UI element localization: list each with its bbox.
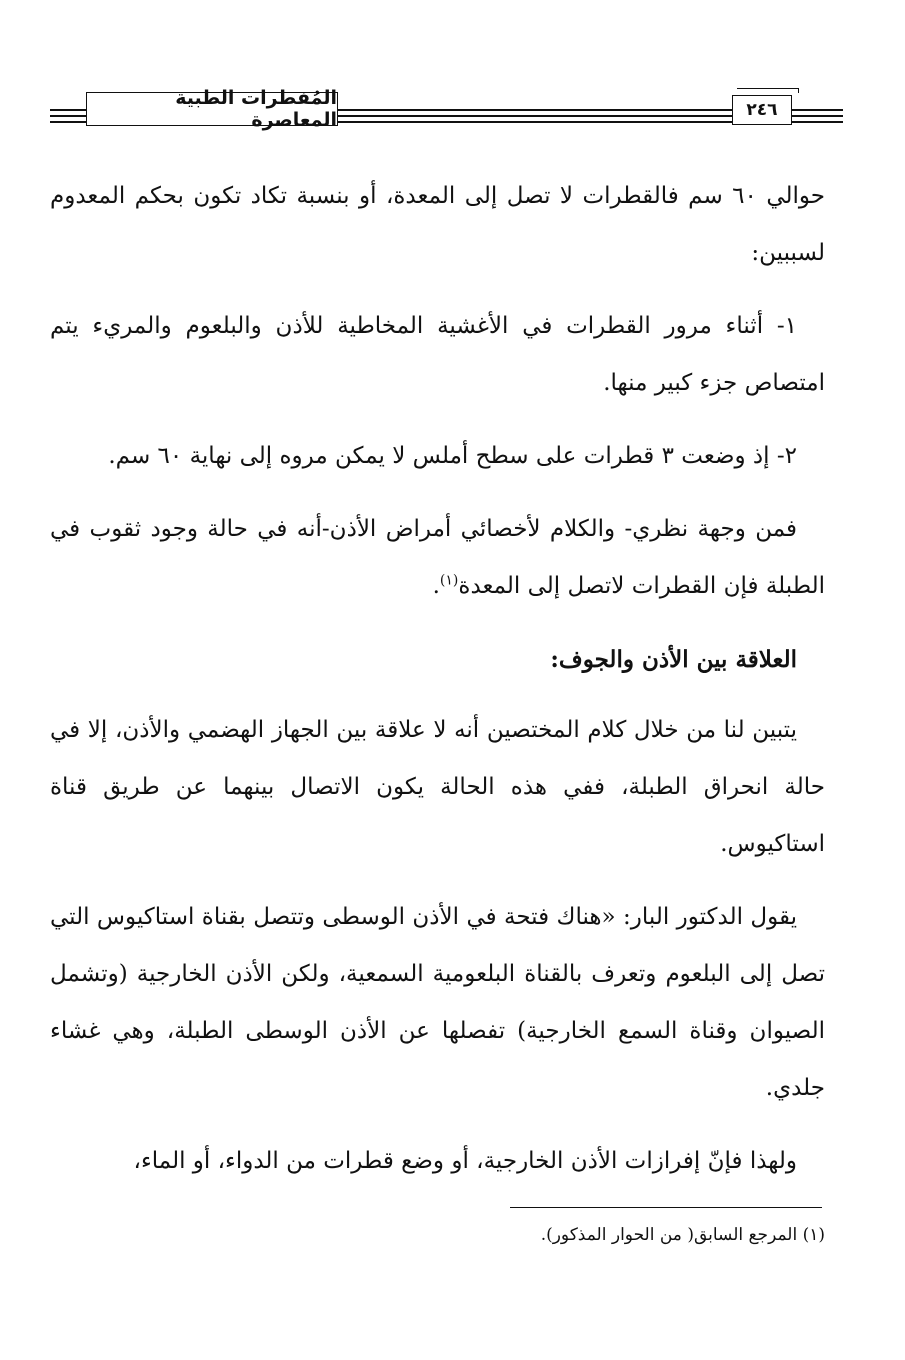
section-heading: العلاقة بين الأذن والجوف: xyxy=(550,646,797,673)
paragraph-2-end: . xyxy=(432,573,440,599)
paragraph-5: ولهذا فإنّ إفرازات الأذن الخارجية، أو وضع قطرات من الدواء، أو الماء، xyxy=(133,1148,797,1174)
list-item-1: ١- أثناء مرور القطرات في الأغشية المخاطية للأذن والبلعوم والمريء يتم امتصاص جزء كبير منها. xyxy=(50,313,825,396)
paragraph-1: حوالي ٦٠ سم فالقطرات لا تصل إلى المعدة، أو بنسبة تكاد تكون بحكم المعدوم لسببين: xyxy=(50,183,825,266)
page-number: ٢٤٦ xyxy=(732,95,792,125)
footnote-reference[interactable]: (١) xyxy=(439,572,459,589)
paragraph-4: يقول الدكتور البار: «هناك فتحة في الأذن الوسطى وتتصل بقناة استاكيوس التي تصل إلى البلعوم وتعرف بالقناة البلعومية السمعية، ولكن الأذن الخارجية (وتشمل الصيوان وقناة السمع الخارجية) تفصلها عن الأذن الوسطى الطبلة، وهي غشاء جلدي. xyxy=(50,904,825,1101)
running-title: المُفطرات الطبية المعاصرة xyxy=(86,92,338,126)
paragraph-2-text: فمن وجهة نظري- والكلام لأخصائي أمراض الأذن-أنه في حالة وجود ثقوب في الطبلة فإن القطرات لاتصل إلى المعدة xyxy=(50,516,825,599)
page-body xyxy=(50,168,825,1206)
list-item-2: ٢- إذ وضعت ٣ قطرات على سطح أملس لا يمكن مروه إلى نهاية ٦٠ سم. xyxy=(108,443,797,469)
paragraph-3: يتبين لنا من خلال كلام المختصين أنه لا علاقة بين الجهاز الهضمي والأذن، إلا في حالة انحراق الطبلة، ففي هذه الحالة يكون الاتصال بينهما عن طريق قناة استاكيوس. xyxy=(50,717,825,857)
paragraph-2 xyxy=(50,501,825,615)
footnote-divider xyxy=(510,1207,822,1208)
footnote: (١) المرجع السابق( من الحوار المذكور). xyxy=(540,1225,825,1245)
